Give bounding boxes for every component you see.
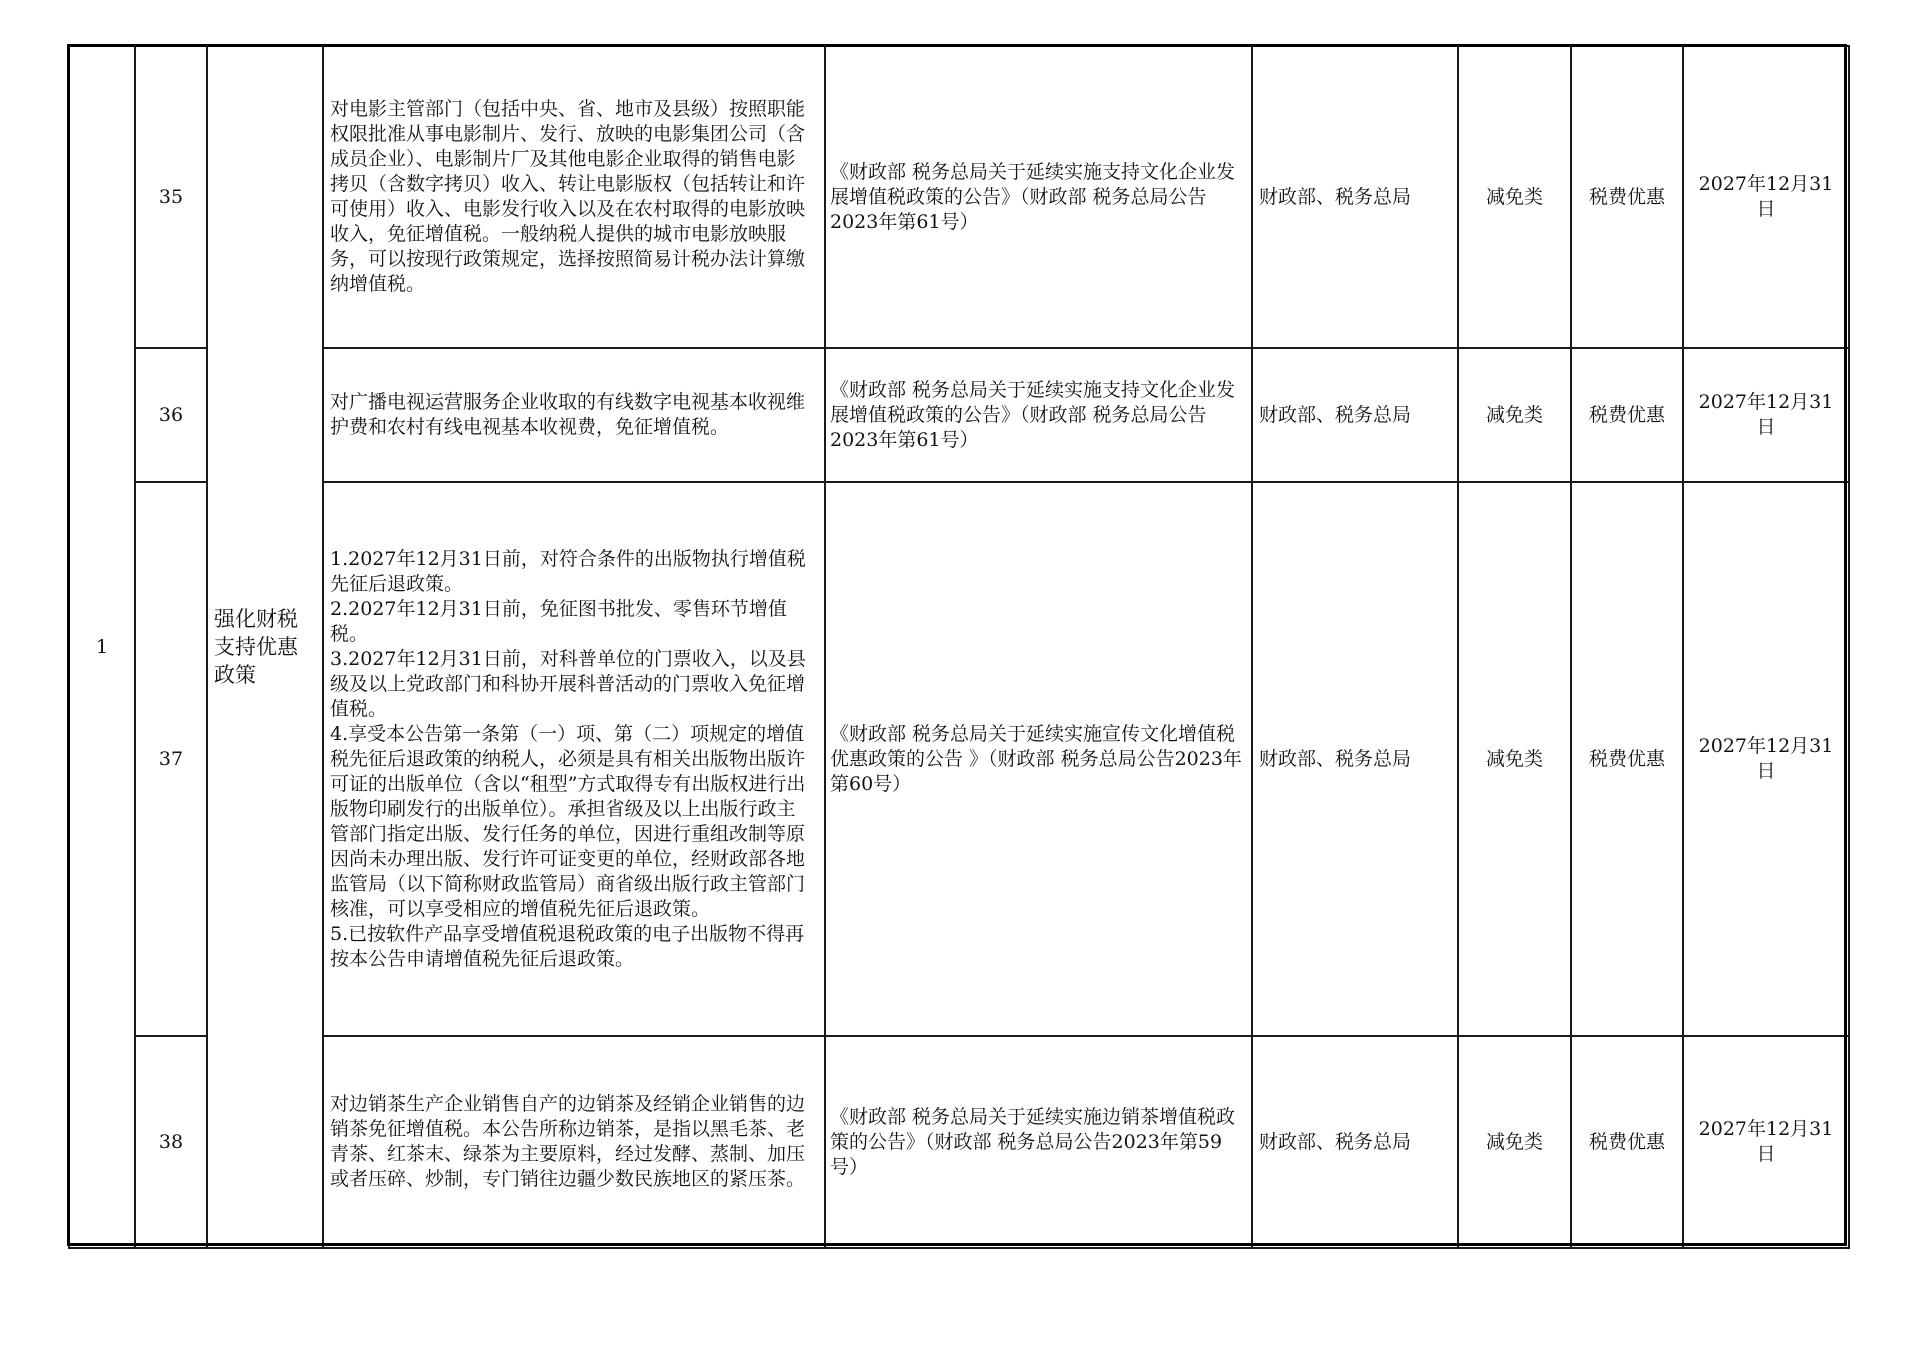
policy-method: 税费优惠 (1588, 747, 1665, 770)
policy-type: 减免类 (1485, 747, 1543, 770)
policy-content-item: 2.2027年12月31日前，免征图书批发、零售环节增值税。 (330, 597, 787, 645)
policy-method: 税费优惠 (1588, 403, 1665, 426)
department-cell (1252, 482, 1458, 1036)
method-cell (1571, 1036, 1683, 1248)
policy-content-item: 1.2027年12月31日前，对符合条件的出版物执行增值税先征后退政策。 (330, 547, 806, 595)
policy-document-cell (825, 46, 1252, 348)
row-number: 36 (158, 403, 184, 426)
deadline-cell (1683, 46, 1849, 348)
department: 财政部、税务总局 (1259, 747, 1412, 770)
policy-content-cell (323, 348, 825, 482)
policy-method: 税费优惠 (1588, 1130, 1665, 1153)
table-row (69, 46, 1849, 348)
policy-content-cell (323, 1036, 825, 1248)
row-number: 38 (158, 1130, 184, 1153)
policy-document-cell (825, 482, 1252, 1036)
row-number: 35 (158, 185, 184, 208)
policy-table (68, 45, 1850, 1249)
policy-content-item: 5.已按软件产品享受增值税退税政策的电子出版物不得再按本公告申请增值税先征后退政策。 (330, 922, 805, 970)
policy-content-item: 3.2027年12月31日前，对科普单位的门票收入，以及县级及以上党政部门和科协开展科普活动的门票收入免征增值税。 (330, 647, 806, 720)
policy-document: 《财政部 税务总局关于延续实施支持文化企业发展增值税政策的公告》（财政部 税务总局公告2023年第61号） (830, 160, 1236, 233)
department: 财政部、税务总局 (1259, 185, 1412, 208)
policy-type: 减免类 (1485, 185, 1543, 208)
type-cell (1458, 46, 1571, 348)
policy-content-cell (323, 482, 825, 1036)
method-cell (1571, 482, 1683, 1036)
row-number-cell (135, 348, 207, 482)
policy-type: 减免类 (1485, 403, 1543, 426)
policy-content-item: 4.享受本公告第一条第（一）项、第（二）项规定的增值税先征后退政策的纳税人，必须是具有相关出版物出版许可证的出版单位（含以“租型”方式取得专有出版权进行出版物印刷发行的出版单位）。承担省级及以上出版行政主管部门指定出版、发行任务的单位，因进行重组改制等原因尚未办理出版、发行许可证变更的单位，经财政部各地监管局（以下简称财政监管局）商省级出版行政主管部门核准，可以享受相应的增值税先征后退政策。 (330, 722, 806, 920)
table-row (69, 348, 1849, 482)
method-cell (1571, 46, 1683, 348)
type-cell (1458, 348, 1571, 482)
type-cell (1458, 482, 1571, 1036)
department: 财政部、税务总局 (1259, 1130, 1412, 1153)
table-row (69, 1036, 1849, 1248)
deadline: 2027年12月31日 (1698, 1118, 1834, 1165)
deadline-cell (1683, 482, 1849, 1036)
policy-document-cell (825, 1036, 1252, 1248)
row-number: 37 (158, 747, 184, 770)
deadline-cell (1683, 1036, 1849, 1248)
deadline-cell (1683, 348, 1849, 482)
deadline: 2027年12月31日 (1698, 173, 1834, 220)
group-number-cell (69, 46, 135, 1248)
policy-document-cell (825, 348, 1252, 482)
table-row (69, 482, 1849, 1036)
row-number-cell (135, 482, 207, 1036)
type-cell (1458, 1036, 1571, 1248)
category-cell (207, 46, 323, 1248)
policy-content: 对边销茶生产企业销售自产的边销茶及经销企业销售的边销茶免征增值税。本公告所称边销茶，是指以黑毛茶、老青茶、红茶末、绿茶为主要原料，经过发酵、蒸制、加压或者压碎、炒制，专门销往边疆少数民族地区的紧压茶。 (330, 1093, 806, 1190)
deadline: 2027年12月31日 (1698, 735, 1834, 782)
policy-method: 税费优惠 (1588, 185, 1665, 208)
department-cell (1252, 1036, 1458, 1248)
method-cell (1571, 348, 1683, 482)
policy-document: 《财政部 税务总局关于延续实施宣传文化增值税优惠政策的公告 》（财政部 税务总局公告2023年第60号） (830, 722, 1242, 795)
policy-content-cell (323, 46, 825, 348)
policy-content: 对广播电视运营服务企业收取的有线数字电视基本收视维护费和农村有线电视基本收视费，免征增值税。 (330, 391, 806, 438)
deadline: 2027年12月31日 (1698, 391, 1834, 438)
row-number-cell (135, 1036, 207, 1248)
policy-document: 《财政部 税务总局关于延续实施支持文化企业发展增值税政策的公告》（财政部 税务总局公告2023年第61号） (830, 378, 1236, 451)
department-cell (1252, 46, 1458, 348)
policy-category: 强化财税支持优惠政策 (214, 607, 298, 687)
department: 财政部、税务总局 (1259, 403, 1412, 426)
row-number-cell (135, 46, 207, 348)
policy-type: 减免类 (1485, 1130, 1543, 1153)
policy-document: 《财政部 税务总局关于延续实施边销茶增值税政策的公告》（财政部 税务总局公告2023年第59号） (830, 1105, 1236, 1178)
group-number: 1 (95, 635, 109, 658)
department-cell (1252, 348, 1458, 482)
policy-content: 对电影主管部门（包括中央、省、地市及县级）按照职能权限批准从事电影制片、发行、放映的电影集团公司（含成员企业）、电影制片厂及其他电影企业取得的销售电影拷贝（含数字拷贝）收入、转让电影版权（包括转让和许可使用）收入、电影发行收入以及在农村取得的电影放映收入，免征增值税。一般纳税人提供的城市电影放映服务，可以按现行政策规定，选择按照简易计税办法计算缴纳增值税。 (330, 98, 806, 295)
